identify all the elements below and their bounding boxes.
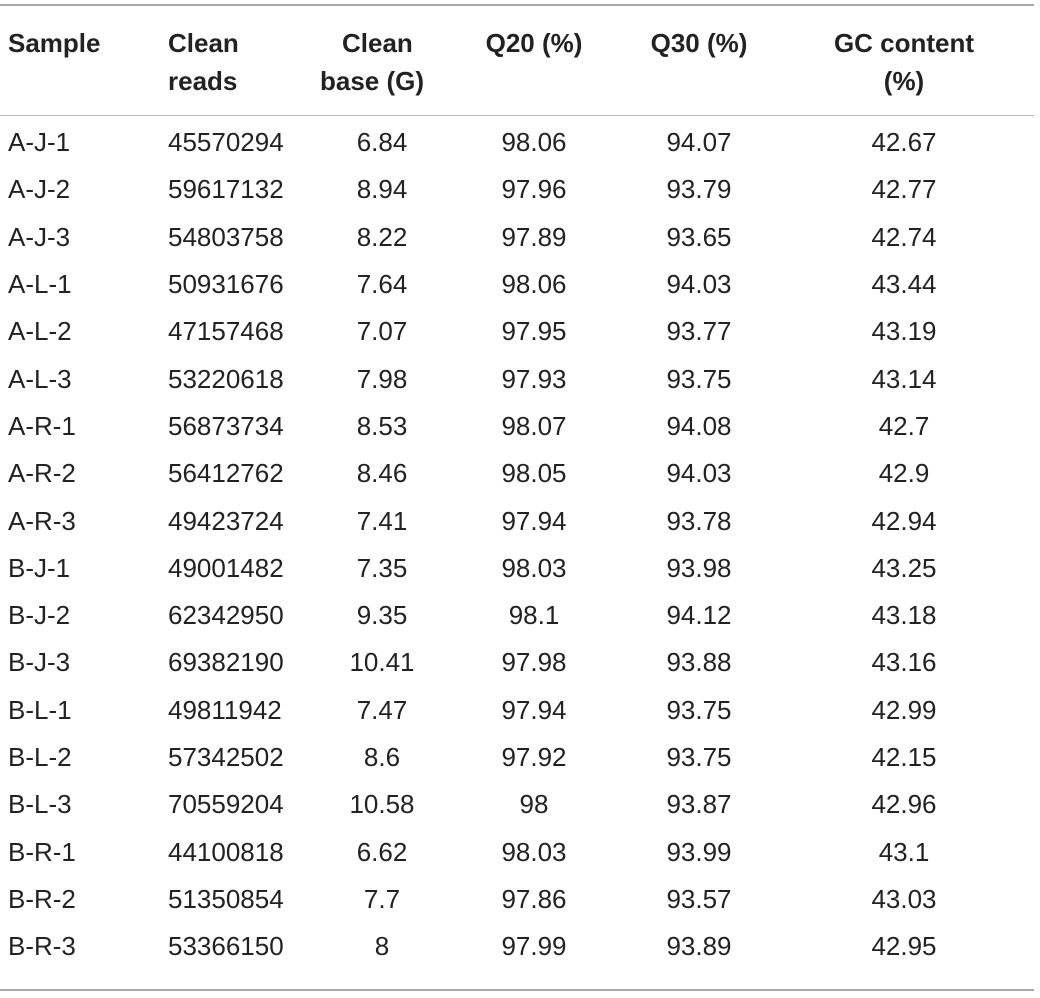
cell-gc-content: 42.74 — [871, 221, 937, 252]
cell-q20: 97.94 — [501, 505, 567, 536]
cell-clean-reads: 44100818 — [168, 836, 284, 867]
cell-clean-reads: 56412762 — [168, 458, 284, 489]
cell-q20: 98.03 — [501, 836, 567, 867]
cell-gc-content: 43.18 — [871, 600, 937, 631]
cell-clean-reads: 57342502 — [168, 742, 284, 772]
cell-clean-reads: 56873734 — [168, 410, 284, 441]
cell-q30: 93.57 — [666, 883, 732, 914]
cell-clean-reads: 49001482 — [168, 552, 284, 583]
cell-clean-reads: 49423724 — [168, 505, 284, 536]
cell-sample: B-J-2 — [8, 600, 71, 631]
header-clean-reads: Clean reads — [168, 28, 239, 96]
cell-clean-base: 10.58 — [349, 789, 415, 820]
cell-sample: A-L-2 — [8, 316, 72, 347]
cell-q30: 93.79 — [666, 174, 732, 205]
cell-q20: 97.99 — [501, 931, 567, 962]
cell-clean-reads: 49811942 — [168, 694, 282, 725]
cell-clean-reads: 62342950 — [168, 600, 284, 631]
cell-sample: A-J-2 — [8, 174, 71, 205]
data-table — [0, 6, 1034, 970]
cell-gc-content: 42.95 — [871, 931, 937, 962]
cell-clean-base: 8.6 — [363, 742, 401, 772]
cell-clean-reads: 53366150 — [168, 931, 284, 962]
cell-gc-content: 42.7 — [878, 410, 930, 441]
cell-q20: 98.1 — [508, 600, 560, 631]
cell-clean-reads: 70559204 — [168, 789, 284, 820]
cell-q30: 93.65 — [666, 221, 732, 252]
cell-q20: 98.03 — [501, 552, 567, 583]
cell-gc-content: 42.96 — [871, 789, 937, 820]
cell-q30: 94.03 — [666, 458, 732, 489]
cell-q30: 93.87 — [666, 789, 732, 820]
cell-clean-reads: 69382190 — [168, 647, 284, 678]
cell-clean-reads: 47157468 — [168, 316, 284, 347]
cell-q30: 94.12 — [666, 600, 732, 631]
table-row — [0, 923, 1034, 970]
table-row — [0, 308, 1034, 355]
cell-q20: 97.89 — [501, 221, 567, 252]
cell-clean-base: 7.64 — [356, 269, 408, 300]
cell-clean-base: 7.7 — [363, 883, 401, 914]
cell-clean-base: 7.41 — [356, 505, 408, 536]
cell-gc-content: 43.16 — [871, 647, 937, 678]
cell-q20: 98.05 — [501, 458, 567, 489]
cell-sample: A-J-3 — [8, 221, 71, 252]
cell-clean-base: 8.94 — [356, 174, 408, 205]
table-row — [0, 403, 1034, 450]
table-row — [0, 355, 1034, 402]
cell-sample: A-R-2 — [8, 458, 76, 489]
cell-q30: 93.75 — [666, 694, 732, 725]
cell-clean-base: 8 — [374, 931, 390, 962]
cell-clean-base: 7.07 — [356, 316, 408, 347]
cell-sample: B-R-2 — [8, 883, 76, 914]
cell-q30: 94.03 — [666, 269, 732, 300]
cell-clean-base: 10.41 — [349, 647, 415, 678]
cell-clean-base: 7.35 — [356, 552, 408, 583]
cell-clean-reads: 50931676 — [168, 269, 284, 300]
cell-gc-content: 42.77 — [871, 174, 937, 205]
cell-sample: B-J-3 — [8, 647, 71, 678]
table-row — [0, 876, 1034, 923]
cell-gc-content: 42.94 — [871, 505, 937, 536]
table-row — [0, 214, 1034, 261]
header-q30: Q30 (%) — [650, 28, 748, 58]
cell-gc-content: 42.67 — [871, 127, 937, 158]
cell-q30: 94.07 — [666, 127, 732, 158]
cell-q30: 93.99 — [666, 836, 732, 867]
table-row — [0, 497, 1034, 544]
cell-q20: 98 — [519, 789, 549, 820]
cell-clean-base: 8.53 — [356, 410, 408, 441]
table-row — [0, 687, 1034, 734]
cell-sample: B-L-1 — [8, 694, 72, 725]
header-gc-content: GC content (%) — [833, 28, 975, 96]
cell-q30: 93.75 — [666, 742, 732, 772]
cell-clean-reads: 59617132 — [168, 174, 284, 205]
cell-q20: 97.94 — [501, 694, 567, 725]
cell-sample: B-R-1 — [8, 836, 76, 867]
cell-gc-content: 43.03 — [871, 883, 937, 914]
cell-q20: 98.07 — [501, 410, 567, 441]
cell-clean-base: 6.84 — [356, 127, 408, 158]
header-clean-base: Clean base (G) — [320, 28, 425, 96]
cell-gc-content: 43.14 — [871, 363, 937, 394]
cell-q20: 98.06 — [501, 127, 567, 158]
table-row — [0, 261, 1034, 308]
cell-q30: 93.77 — [666, 316, 732, 347]
cell-clean-reads: 53220618 — [168, 363, 284, 394]
cell-clean-reads: 51350854 — [168, 883, 284, 914]
cell-gc-content: 42.99 — [871, 694, 937, 725]
table-row — [0, 781, 1034, 828]
table-row — [0, 592, 1034, 639]
cell-clean-reads: 54803758 — [168, 221, 284, 252]
cell-sample: A-L-3 — [8, 363, 72, 394]
cell-q30: 93.98 — [666, 552, 732, 583]
cell-q20: 98.06 — [501, 269, 567, 300]
cell-gc-content: 42.9 — [878, 458, 930, 489]
cell-gc-content: 43.44 — [871, 269, 937, 300]
table-row — [0, 639, 1034, 686]
cell-q20: 97.92 — [501, 742, 567, 772]
cell-sample: A-L-1 — [8, 269, 72, 300]
cell-q20: 97.96 — [501, 174, 567, 205]
cell-q20: 97.95 — [501, 316, 567, 347]
cell-sample: A-J-1 — [8, 127, 71, 158]
cell-clean-base: 6.62 — [356, 836, 408, 867]
table-row — [0, 117, 1034, 166]
cell-clean-reads: 45570294 — [168, 127, 284, 158]
table-row — [0, 828, 1034, 875]
cell-q20: 97.86 — [501, 883, 567, 914]
cell-sample: B-L-2 — [8, 742, 72, 772]
table-row — [0, 734, 1034, 781]
cell-q30: 93.88 — [666, 647, 732, 678]
cell-sample: A-R-1 — [8, 410, 76, 441]
cell-q20: 97.98 — [501, 647, 567, 678]
cell-q20: 97.93 — [501, 363, 567, 394]
cell-sample: B-R-3 — [8, 931, 76, 962]
table-row — [0, 166, 1034, 213]
cell-clean-base: 8.46 — [356, 458, 408, 489]
cell-gc-content: 43.1 — [878, 836, 930, 867]
cell-gc-content: 43.25 — [871, 552, 937, 583]
cell-gc-content: 42.15 — [871, 742, 937, 772]
cell-clean-base: 7.47 — [356, 694, 408, 725]
cell-q30: 94.08 — [666, 410, 732, 441]
cell-gc-content: 43.19 — [871, 316, 937, 347]
table-row — [0, 450, 1034, 497]
cell-sample: A-R-3 — [8, 505, 76, 536]
cell-q30: 93.89 — [666, 931, 732, 962]
cell-sample: B-J-1 — [8, 552, 71, 583]
table-row — [0, 545, 1034, 592]
header-q20: Q20 (%) — [485, 28, 583, 58]
cell-clean-base: 7.98 — [356, 363, 408, 394]
bottom-rule — [0, 989, 1034, 991]
cell-clean-base: 9.35 — [356, 600, 408, 631]
cell-q30: 93.78 — [666, 505, 732, 536]
header-row — [0, 6, 1034, 117]
cell-sample: B-L-3 — [8, 789, 72, 820]
cell-q30: 93.75 — [666, 363, 732, 394]
header-sample: Sample — [8, 28, 101, 58]
cell-clean-base: 8.22 — [356, 221, 408, 252]
